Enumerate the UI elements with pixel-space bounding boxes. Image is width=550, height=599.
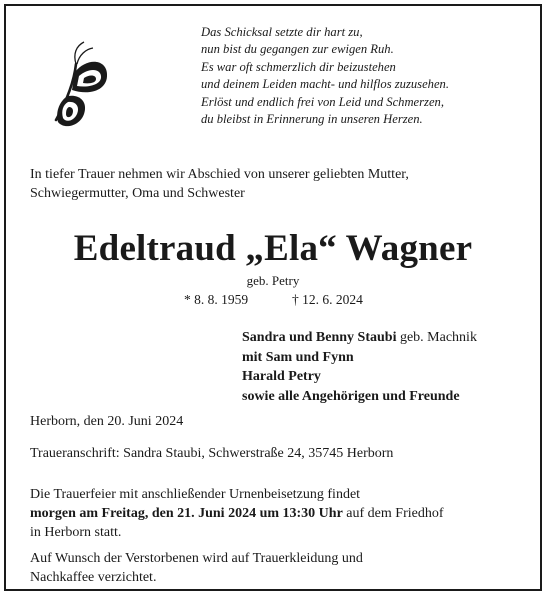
death-date: † 12. 6. 2024: [292, 292, 363, 307]
funeral-line: [30, 504, 535, 523]
poem-line: Erlöst und endlich frei von Leid und Schmerzen,: [201, 94, 444, 109]
intro-line: In tiefer Trauer nehmen wir Abschied von unserer geliebten Mutter,: [30, 167, 409, 182]
mourning-address: Traueranschrift: Sandra Staubi, Schwerstraße 24, 35745 Herborn: [30, 446, 394, 461]
wish-note: [30, 549, 535, 587]
poem-line: und deinem Leiden macht- und hilflos zuzusehen.: [201, 77, 449, 92]
funeral-line: in Herborn statt.: [30, 525, 122, 540]
mourner-names: Sandra und Benny Staubi: [242, 330, 397, 345]
poem-line: Das Schicksal setzte dir hart zu,: [201, 25, 363, 39]
mourner-line: Harald Petry: [242, 369, 321, 384]
maiden-name: geb. Petry: [246, 273, 300, 288]
poem-line: du bleibst in Erinnerung in unseren Herzen.: [201, 112, 423, 127]
wish-line: Nachkaffee verzichtet.: [30, 570, 157, 585]
obituary-notice: [4, 4, 542, 591]
funeral-info: [30, 485, 535, 542]
mourner-line: sowie alle Angehörigen und Freunde: [242, 388, 460, 404]
intro-text: [30, 165, 530, 203]
wish-line: Auf Wunsch der Verstorbenen wird auf Trauerkleidung und: [30, 551, 363, 566]
mourner-maiden-name: geb. Machnik: [396, 330, 477, 345]
deceased-name: Edeltraud „Ela“ Wagner: [73, 228, 473, 269]
mourners-list: [242, 328, 542, 406]
mourner-line: [242, 328, 542, 348]
intro-line: Schwiegermutter, Oma und Schwester: [30, 186, 245, 201]
mourner-line: mit Sam und Fynn: [242, 349, 354, 365]
birth-date: * 8. 8. 1959: [184, 292, 249, 307]
place-date: Herborn, den 20. Juni 2024: [30, 414, 184, 429]
funeral-location-text: auf dem Friedhof: [342, 506, 444, 521]
butterfly-icon: [46, 40, 110, 132]
poem-line: nun bist du gegangen zur ewigen Ruh.: [201, 42, 394, 57]
funeral-line: Die Trauerfeier mit anschließender Urnenbeisetzung findet: [30, 487, 361, 502]
funeral-datetime: morgen am Freitag, den 21. Juni 2024 um 13:30 Uhr: [30, 506, 343, 521]
poem-line: Es war oft schmerzlich dir beizustehen: [201, 59, 396, 74]
poem: [201, 24, 541, 128]
